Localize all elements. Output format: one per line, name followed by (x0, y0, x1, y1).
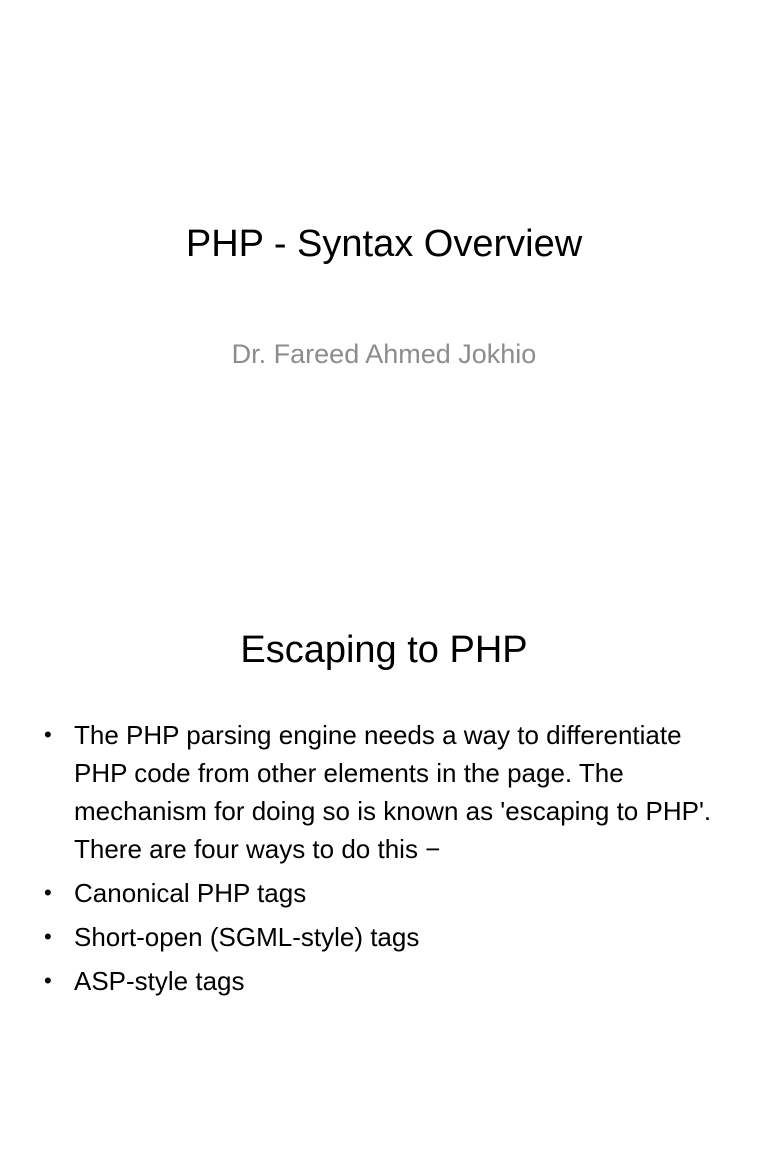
bullet-dot-icon: • (44, 924, 52, 949)
bullet-item-1 (44, 716, 734, 868)
bullet-text: The PHP parsing engine needs a way to differentiate PHP code from other elements in the page. The mechanism for doing so is known as 'escaping to PHP'. There are four ways to do this − (74, 720, 712, 864)
bullet-text: Canonical PHP tags (74, 878, 307, 908)
bullet-text: ASP-style tags (74, 966, 245, 996)
bullet-item-4 (44, 962, 734, 1000)
content-slide (0, 576, 768, 1152)
bullet-text: Short-open (SGML-style) tags (74, 922, 420, 952)
bullet-list (44, 716, 734, 1006)
bullet-item-2 (44, 874, 734, 912)
presentation-title: PHP - Syntax Overview (185, 223, 583, 265)
bullet-dot-icon: • (44, 722, 52, 747)
bullet-dot-icon: • (44, 880, 52, 905)
slide-title: Escaping to PHP (240, 629, 528, 671)
bullet-dot-icon: • (44, 968, 52, 993)
bullet-item-3 (44, 918, 734, 956)
presentation-author: Dr. Fareed Ahmed Jokhio (231, 339, 537, 369)
